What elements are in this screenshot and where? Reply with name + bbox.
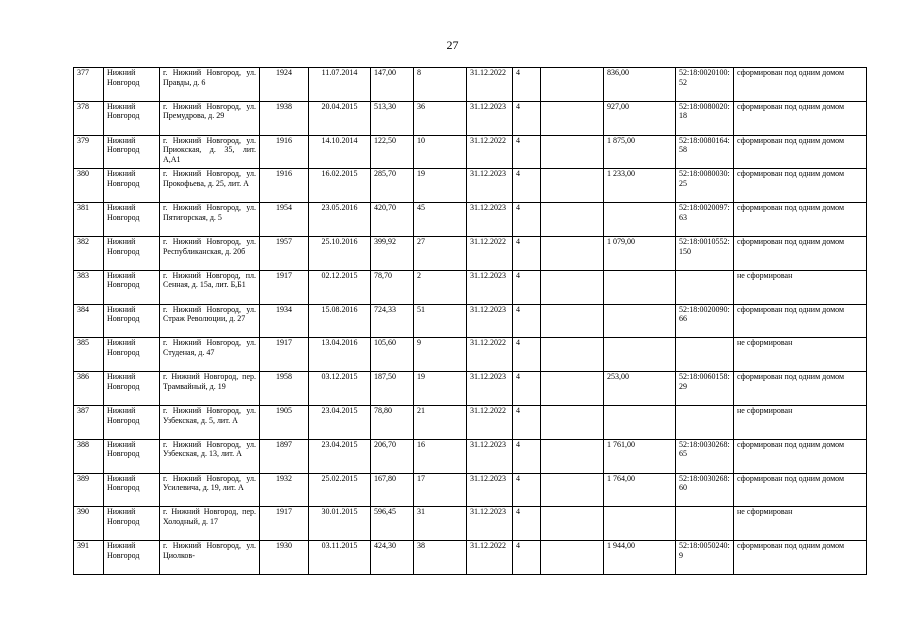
row-residents: 51 [414,304,467,338]
row-area: 167,80 [371,473,414,507]
row-cost: 1 764,00 [604,473,676,507]
row-residents: 9 [414,338,467,372]
row-number: 389 [74,473,104,507]
row-planned-date: 31.12.2022 [467,338,513,372]
row-empty-cell [541,270,604,304]
row-build-year: 1916 [260,135,309,169]
row-cadastral-number: 52:18:0050240:9 [676,541,734,575]
housing-registry-table [73,67,867,575]
row-empty-cell [541,101,604,135]
row-number: 379 [74,135,104,169]
row-date: 13.04.2016 [309,338,371,372]
row-build-year: 1917 [260,507,309,541]
row-empty-cell [541,473,604,507]
row-city: Нижний Новгород [104,304,160,338]
table-row [74,236,867,270]
row-cadastral-number [676,270,734,304]
row-planned-date: 31.12.2023 [467,304,513,338]
row-cost: 1 079,00 [604,236,676,270]
row-city: Нижний Новгород [104,541,160,575]
row-number: 378 [74,101,104,135]
row-area: 147,00 [371,68,414,102]
table-row [74,338,867,372]
row-address: г. Нижний Новгород, ул. Прокофьева, д. 25, лит. А [160,169,260,203]
row-cost: 1 875,00 [604,135,676,169]
row-category: 4 [513,135,541,169]
row-number: 391 [74,541,104,575]
row-area: 724,33 [371,304,414,338]
row-cadastral-number: 52:18:0080020:18 [676,101,734,135]
row-date: 30.01.2015 [309,507,371,541]
table-row [74,203,867,237]
row-residents: 31 [414,507,467,541]
row-address: г. Нижний Новгород, пер. Трамвайный, д. 19 [160,372,260,406]
row-city: Нижний Новгород [104,473,160,507]
row-address: г. Нижний Новгород, ул. Циолков- [160,541,260,575]
row-planned-date: 31.12.2022 [467,541,513,575]
row-land-status: сформирован под одним домом [734,203,867,237]
row-empty-cell [541,338,604,372]
row-build-year: 1934 [260,304,309,338]
row-area: 420,70 [371,203,414,237]
row-cost [604,507,676,541]
row-cadastral-number: 52:18:0060158:29 [676,372,734,406]
row-residents: 2 [414,270,467,304]
row-number: 377 [74,68,104,102]
row-date: 16.02.2015 [309,169,371,203]
row-build-year: 1932 [260,473,309,507]
row-build-year: 1938 [260,101,309,135]
row-land-status: сформирован под одним домом [734,135,867,169]
row-address: г. Нижний Новгород, ул. Узбекская, д. 13, лит. А [160,439,260,473]
row-cadastral-number: 52:18:0080164:58 [676,135,734,169]
row-category: 4 [513,270,541,304]
row-address: г. Нижний Новгород, ул. Усилевича, д. 19, лит. А [160,473,260,507]
row-category: 4 [513,101,541,135]
row-category: 4 [513,68,541,102]
row-empty-cell [541,169,604,203]
row-land-status: сформирован под одним домом [734,372,867,406]
row-category: 4 [513,304,541,338]
row-category: 4 [513,169,541,203]
row-planned-date: 31.12.2022 [467,135,513,169]
row-category: 4 [513,372,541,406]
row-residents: 38 [414,541,467,575]
row-area: 78,70 [371,270,414,304]
table-row [74,68,867,102]
row-number: 385 [74,338,104,372]
row-category: 4 [513,203,541,237]
row-date: 03.12.2015 [309,372,371,406]
row-address: г. Нижний Новгород, ул. Узбекская, д. 5, лит. А [160,405,260,439]
row-area: 285,70 [371,169,414,203]
row-area: 424,30 [371,541,414,575]
row-cost: 1 944,00 [604,541,676,575]
row-empty-cell [541,68,604,102]
row-land-status: сформирован под одним домом [734,101,867,135]
row-address: г. Нижний Новгород, пл. Сенная, д. 15а, лит. Б,Б1 [160,270,260,304]
row-empty-cell [541,135,604,169]
row-land-status: не сформирован [734,405,867,439]
row-address: г. Нижний Новгород, пер. Холодный, д. 17 [160,507,260,541]
row-residents: 36 [414,101,467,135]
row-cadastral-number: 52:18:0030268:60 [676,473,734,507]
table-row [74,372,867,406]
row-empty-cell [541,203,604,237]
row-city: Нижний Новгород [104,270,160,304]
row-number: 383 [74,270,104,304]
row-residents: 8 [414,68,467,102]
row-residents: 21 [414,405,467,439]
row-planned-date: 31.12.2022 [467,236,513,270]
row-area: 122,50 [371,135,414,169]
row-date: 14.10.2014 [309,135,371,169]
row-city: Нижний Новгород [104,101,160,135]
row-land-status: сформирован под одним домом [734,236,867,270]
row-city: Нижний Новгород [104,68,160,102]
row-planned-date: 31.12.2023 [467,439,513,473]
row-cost: 927,00 [604,101,676,135]
row-build-year: 1905 [260,405,309,439]
row-residents: 17 [414,473,467,507]
row-number: 381 [74,203,104,237]
row-city: Нижний Новгород [104,169,160,203]
row-cost [604,270,676,304]
row-address: г. Нижний Новгород, ул. Страж Революции, д. 27 [160,304,260,338]
row-cadastral-number: 52:18:0020100:52 [676,68,734,102]
row-city: Нижний Новгород [104,507,160,541]
row-area: 78,80 [371,405,414,439]
table-row [74,473,867,507]
row-number: 382 [74,236,104,270]
row-build-year: 1916 [260,169,309,203]
row-date: 11.07.2014 [309,68,371,102]
row-cadastral-number [676,405,734,439]
row-build-year: 1897 [260,439,309,473]
row-category: 4 [513,405,541,439]
row-residents: 27 [414,236,467,270]
row-cadastral-number [676,507,734,541]
table-row [74,439,867,473]
row-residents: 10 [414,135,467,169]
table-row [74,507,867,541]
row-planned-date: 31.12.2022 [467,68,513,102]
row-area: 187,50 [371,372,414,406]
row-cadastral-number: 52:18:0080030:25 [676,169,734,203]
row-build-year: 1957 [260,236,309,270]
row-build-year: 1930 [260,541,309,575]
table-row [74,270,867,304]
row-number: 390 [74,507,104,541]
row-residents: 19 [414,169,467,203]
row-cadastral-number [676,338,734,372]
row-category: 4 [513,507,541,541]
row-planned-date: 31.12.2023 [467,270,513,304]
row-planned-date: 31.12.2023 [467,473,513,507]
row-land-status: сформирован под одним домом [734,541,867,575]
row-area: 513,30 [371,101,414,135]
row-area: 105,60 [371,338,414,372]
row-empty-cell [541,439,604,473]
row-city: Нижний Новгород [104,338,160,372]
row-planned-date: 31.12.2023 [467,203,513,237]
row-number: 386 [74,372,104,406]
row-city: Нижний Новгород [104,135,160,169]
row-residents: 19 [414,372,467,406]
row-date: 25.02.2015 [309,473,371,507]
row-cost [604,405,676,439]
row-area: 596,45 [371,507,414,541]
row-planned-date: 31.12.2023 [467,372,513,406]
row-area: 399,92 [371,236,414,270]
row-land-status: не сформирован [734,270,867,304]
row-category: 4 [513,541,541,575]
row-cadastral-number: 52:18:0010552:150 [676,236,734,270]
row-planned-date: 31.12.2023 [467,507,513,541]
row-land-status: не сформирован [734,338,867,372]
table-row [74,541,867,575]
row-city: Нижний Новгород [104,405,160,439]
row-planned-date: 31.12.2022 [467,405,513,439]
row-date: 23.04.2015 [309,405,371,439]
row-city: Нижний Новгород [104,203,160,237]
row-land-status: сформирован под одним домом [734,473,867,507]
row-land-status: сформирован под одним домом [734,68,867,102]
row-category: 4 [513,338,541,372]
row-address: г. Нижний Новгород, ул. Студеная, д. 47 [160,338,260,372]
row-empty-cell [541,304,604,338]
row-number: 388 [74,439,104,473]
row-cost [604,304,676,338]
row-build-year: 1917 [260,338,309,372]
row-date: 23.05.2016 [309,203,371,237]
row-build-year: 1917 [260,270,309,304]
row-cost: 1 761,00 [604,439,676,473]
row-number: 387 [74,405,104,439]
row-residents: 45 [414,203,467,237]
row-empty-cell [541,236,604,270]
row-land-status: сформирован под одним домом [734,439,867,473]
row-build-year: 1954 [260,203,309,237]
row-cadastral-number: 52:18:0020090:66 [676,304,734,338]
table-row [74,101,867,135]
row-land-status: не сформирован [734,507,867,541]
row-residents: 16 [414,439,467,473]
row-date: 23.04.2015 [309,439,371,473]
page-number: 27 [446,38,459,52]
row-category: 4 [513,236,541,270]
row-cost: 836,00 [604,68,676,102]
row-build-year: 1924 [260,68,309,102]
row-date: 25.10.2016 [309,236,371,270]
table-row [74,169,867,203]
row-empty-cell [541,507,604,541]
row-date: 20.04.2015 [309,101,371,135]
row-address: г. Нижний Новгород, ул. Пятигорская, д. 5 [160,203,260,237]
table-row [74,304,867,338]
row-city: Нижний Новгород [104,236,160,270]
table-row [74,135,867,169]
row-date: 03.11.2015 [309,541,371,575]
row-build-year: 1958 [260,372,309,406]
row-address: г. Нижний Новгород, ул. Республиканская, д. 20б [160,236,260,270]
row-category: 4 [513,473,541,507]
row-land-status: сформирован под одним домом [734,304,867,338]
row-planned-date: 31.12.2023 [467,169,513,203]
row-cost: 253,00 [604,372,676,406]
row-category: 4 [513,439,541,473]
row-number: 380 [74,169,104,203]
registry-body [74,68,867,575]
row-number: 384 [74,304,104,338]
row-address: г. Нижний Новгород, ул. Приокская, д. 35, лит. А,А1 [160,135,260,169]
row-cadastral-number: 52:18:0020097:63 [676,203,734,237]
row-date: 02.12.2015 [309,270,371,304]
row-city: Нижний Новгород [104,439,160,473]
row-planned-date: 31.12.2023 [467,101,513,135]
row-address: г. Нижний Новгород, ул. Премудрова, д. 29 [160,101,260,135]
row-cost: 1 233,00 [604,169,676,203]
row-cost [604,338,676,372]
row-land-status: сформирован под одним домом [734,169,867,203]
row-city: Нижний Новгород [104,372,160,406]
table-row [74,405,867,439]
row-cost [604,203,676,237]
row-cadastral-number: 52:18:0030268:65 [676,439,734,473]
row-empty-cell [541,405,604,439]
row-empty-cell [541,372,604,406]
row-date: 15.08.2016 [309,304,371,338]
row-area: 206,70 [371,439,414,473]
row-empty-cell [541,541,604,575]
row-address: г. Нижний Новгород, ул. Правды, д. 6 [160,68,260,102]
